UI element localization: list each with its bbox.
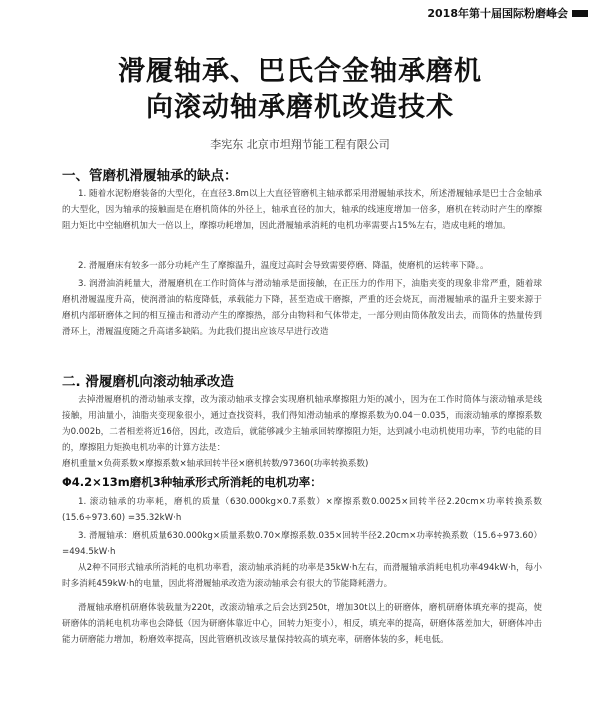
section2-heading: 二. 滑履磨机向滚动轴承改造: [62, 374, 234, 390]
section2-subheading: Φ4.2×13m磨机3种轴承形式所消耗的电机功率：: [62, 475, 322, 489]
section2-paragraph-2: 从2种不同形式轴承所消耗的电机功率看，滚动轴承消耗的功率是35kW·h左右，而滑履轴承消耗电机功率494kW·h，每小时多消耗459kW·h的电量，因此将滑履轴承改造为滚动轴承会有很大的节能降耗潜力。: [62, 563, 542, 589]
section1-paragraph-1: 1. 随着水泥粉磨装备的大型化，在直径3.8m以上大直径管磨机主轴承都采用滑履轴承技术，所述滑履轴承是巴士合金轴承的大型化，因为轴承的接触面是在磨机筒体的外径上，轴承直径的加大，轴承的线速度增加一倍多，磨机在转动时产生的摩擦阻力矩比中空轴磨机加大一倍以上，摩擦功耗增加，因此滑履轴承消耗的电机功率需要占15%左右，造成电耗的增加。: [62, 189, 542, 231]
section2-paragraph-3: 滑履轴承磨机研磨体装载量为220t，改滚动轴承之后会达到250t，增加30t以上的研磨体，磨机研磨体填充率的提高，使研磨体的消耗电机功率也会降低（因为研磨体靠近中心，回转力矩变小），相反，填充率的提高，研磨体落差加大，研磨体冲击能力研磨能力增加，粉磨效率提高，因此管磨机改该尽量保持较高的填充率，研磨体装的多，耗电低。: [62, 603, 542, 645]
title-line-1: 滑履轴承、巴氏合金轴承磨机: [118, 56, 482, 87]
section1-paragraph-3: 3. 润滑油消耗量大，滑履磨机在工作时筒体与滑动轴承是面接触，在正压力的作用下，油脂夹变的现象非常严重，随着球磨机滑履温度升高，使润滑油的粘度降低，承载能力下降，甚至造成干磨擦，严重的还会烧瓦，而滑履轴承的温升主要来源于磨机内部研磨体之间的相互撞击和滑动产生的摩擦热，部分由物料和气体带走，一部分则由筒体散发出去，而筒体的热量传到滑环上，滑履温度随之升高诸多缺陷。为此我们提出应该尽早进行改造: [62, 279, 542, 337]
section1-heading: 一、管磨机滑履轴承的缺点：: [62, 168, 238, 184]
header-block-decoration: [572, 10, 588, 17]
author-line: 李宪东 北京市坦翔节能工程有限公司: [210, 138, 390, 151]
article-title: [0, 54, 600, 126]
calc-item-sliding-bearing: 3. 滑履轴承：磨机质量630.000kg×质量系数0.70×摩擦系数.035×回转半径2.20cm×功率转换系数（15.6÷973.60）=494.5kW·h: [62, 531, 542, 557]
power-formula: 磨机重量×负荷系数×摩擦系数×轴承回转半径×磨机转数/97360(功率转换系数): [62, 459, 369, 469]
section1-paragraph-2: 2. 滑履磨床有较多一部分功耗产生了摩擦温升，温度过高时会导致需要停磨、降温，使磨机的运转率下降。。: [78, 261, 489, 271]
title-line-2: 向滚动轴承磨机改造技术: [146, 92, 454, 123]
section2-paragraph-1: 去掉滑履磨机的滑动轴承支撑，改为滚动轴承支撑会实现磨机轴承摩擦阻力矩的减小，因为在工作时筒体与滚动轴承是线接触，用油量小，油脂夹变现象很小，通过查找资料，我们得知滑动轴承的摩擦系数为0.04－0.035，而滚动轴承的摩擦系数为0.002b，二者相差将近16倍，因此，改造后，就能够减少主轴承回转摩擦阻力矩，达到减小电动机使用功率，节约电能的目的，摩擦阻力矩换电机功率的计算方法是：: [62, 395, 542, 453]
conference-header: [427, 5, 588, 21]
conference-name: 2018年第十届国际粉磨峰会: [427, 7, 568, 20]
calc-item-rolling-bearing: 1. 滚动轴承的功率耗，磨机的质量（630.000kg×0.7系数）×摩擦系数0.0025×回转半径2.20cm×功率转换系数(15.6÷973.60) =35.32kW·h: [62, 497, 542, 523]
